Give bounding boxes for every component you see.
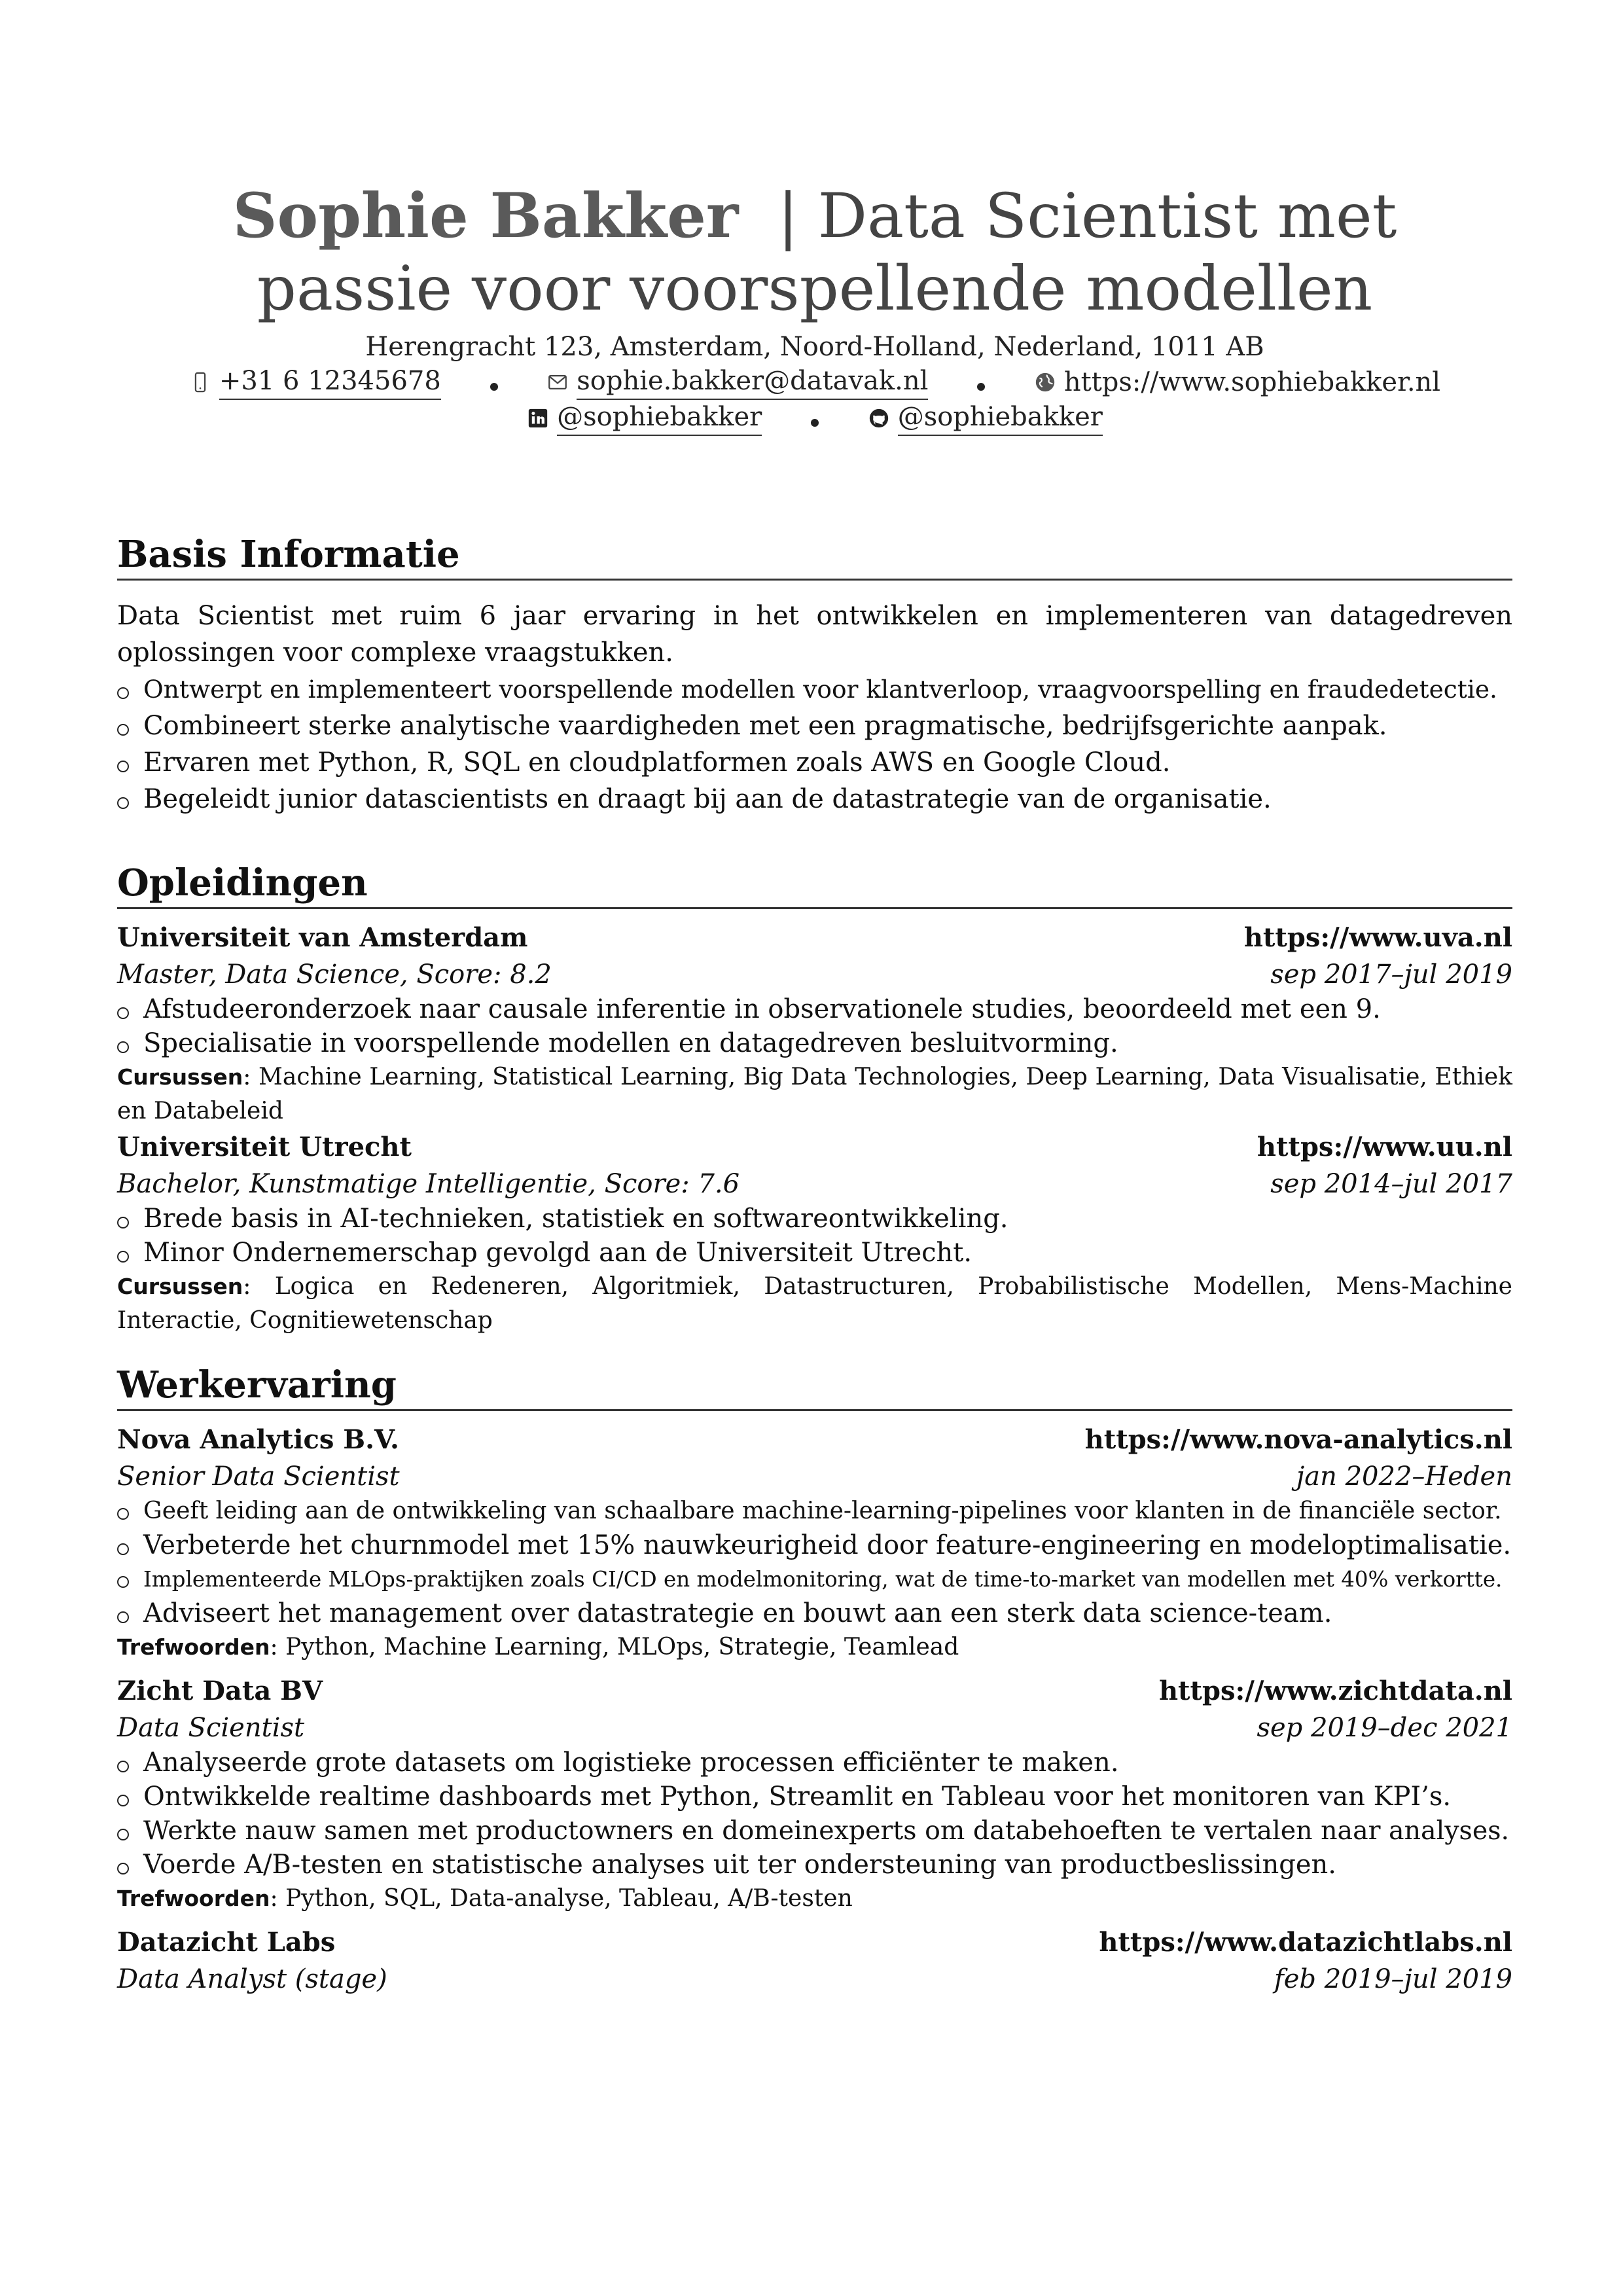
work-keywords: Trefwoorden: Python, Machine Learning, MLOps, Strategie, Teamlead (117, 1634, 959, 1660)
work-bullet: Ontwikkelde realtime dashboards met Python, Streamlit en Tableau voor het monitoren van KPI’s. (117, 1778, 1512, 1815)
bullet-circle-icon (117, 1007, 129, 1019)
linkedin-link[interactable]: @sophiebakker (557, 401, 762, 436)
bullet-circle-icon (117, 1576, 129, 1588)
summary-bullet: Combineert sterke analytische vaardigheden met een pragmatische, bedrijfsgerichte aanpak. (117, 708, 1512, 744)
work-bullet: Verbeterde het churnmodel met 15% nauwkeurigheid door feature-engineering en modeloptimalisatie. (117, 1527, 1512, 1564)
work-bullet: Werkte nauw samen met productowners en domeinexperts om databehoeften te vertalen naar analyses. (117, 1812, 1512, 1849)
degree: Master, Data Science, Score: 8.2 (117, 960, 552, 990)
education-bullet: Brede basis in AI-technieken, statistiek en softwareontwikkeling. (117, 1200, 1512, 1237)
work-bullet: Geeft leiding aan de ontwikkeling van schaalbare machine-learning-pipelines voor klanten in de financiële sector. (117, 1493, 1512, 1530)
job-role: Data Analyst (stage) (117, 1964, 387, 1994)
website-link[interactable]: https://www.sophiebakker.nl (1063, 367, 1441, 397)
bullet-circle-icon (117, 1041, 129, 1053)
education-bullet: Afstudeeronderzoek naar causale inferentie in observationele studies, beoordeeld met een 9. (117, 991, 1512, 1028)
bullet-circle-icon (117, 1217, 129, 1229)
bullet-circle-icon (117, 1795, 129, 1806)
resume-header-line1 (117, 180, 1512, 252)
school-url[interactable]: https://www.uva.nl (1243, 922, 1512, 953)
section-title-work: Werkervaring (117, 1363, 1512, 1411)
education-courses: Cursussen: Machine Learning, Statistical Learning, Big Data Technologies, Deep Learning, Data Visualisatie, Ethiek en Databeleid (117, 1064, 1512, 1124)
summary-intro: Data Scientist met ruim 6 jaar ervaring in het ontwikkelen en implementeren van datagedreven oplossingen voor complexe vraagstukken. (117, 601, 1512, 668)
education-dates: sep 2017–jul 2019 (1270, 960, 1512, 990)
headline-part2: passie voor voorspellende modellen (257, 253, 1373, 325)
bullet-circle-icon (117, 1611, 129, 1623)
separator-dot (811, 419, 819, 427)
school-name: Universiteit van Amsterdam (117, 922, 528, 953)
bullet-circle-icon (117, 724, 129, 736)
separator-dot (977, 383, 985, 391)
linkedin-icon (527, 407, 549, 429)
section-title-education: Opleidingen (117, 861, 1512, 909)
job-role: Data Scientist (117, 1713, 305, 1743)
education-courses: Cursussen: Logica en Redeneren, Algoritmiek, Datastructuren, Probabilistische Modellen, Mens-Machine Interactie, Cognitiewetenschap (117, 1273, 1512, 1334)
contact-line (117, 365, 1512, 401)
envelope-icon (546, 371, 569, 393)
bullet-circle-icon (117, 1251, 129, 1263)
education-bullet: Minor Ondernemerschap gevolgd aan de Universiteit Utrecht. (117, 1234, 1512, 1271)
person-name: Sophie Bakker (232, 180, 739, 252)
job-dates: feb 2019–jul 2019 (1274, 1964, 1512, 1994)
summary-bullet: Ervaren met Python, R, SQL en cloudplatformen zoals AWS en Google Cloud. (117, 744, 1512, 781)
summary-bullet: Begeleidt junior datascientists en draagt bij aan de datastrategie van de organisatie. (117, 781, 1512, 817)
school-url[interactable]: https://www.uu.nl (1257, 1132, 1512, 1162)
email-link[interactable]: sophie.bakker@datavak.nl (577, 365, 928, 400)
job-role: Senior Data Scientist (117, 1462, 400, 1492)
bullet-circle-icon (117, 761, 129, 772)
company-url[interactable]: https://www.zichtdata.nl (1158, 1676, 1512, 1706)
mobile-phone-icon (189, 371, 211, 393)
bullet-circle-icon (117, 797, 129, 809)
social-line (117, 401, 1512, 437)
section-title-summary: Basis Informatie (117, 533, 1512, 581)
education-dates: sep 2014–jul 2017 (1270, 1169, 1512, 1199)
company-url[interactable]: https://www.datazichtlabs.nl (1099, 1927, 1512, 1958)
address: Herengracht 123, Amsterdam, Noord-Holland, Nederland, 1011 AB (365, 332, 1264, 362)
github-link[interactable]: @sophiebakker (898, 401, 1103, 436)
summary-bullet: Ontwerpt en implementeert voorspellende modellen voor klantverloop, vraagvoorspelling en fraudedetectie. (117, 671, 1512, 708)
degree: Bachelor, Kunstmatige Intelligentie, Score: 7.6 (117, 1169, 740, 1199)
company-name: Zicht Data BV (117, 1676, 323, 1706)
company-name: Nova Analytics B.V. (117, 1424, 399, 1455)
separator-dot (490, 383, 498, 391)
bullet-circle-icon (117, 1543, 129, 1555)
bullet-circle-icon (117, 1761, 129, 1772)
work-bullet: Voerde A/B-testen en statistische analyses uit ter ondersteuning van productbeslissingen. (117, 1846, 1512, 1883)
job-dates: jan 2022–Heden (1296, 1462, 1512, 1492)
bullet-circle-icon (117, 1863, 129, 1874)
company-url[interactable]: https://www.nova-analytics.nl (1084, 1424, 1512, 1455)
work-bullet: Analyseerde grote datasets om logistieke processen efficiënter te maken. (117, 1744, 1512, 1781)
phone-link[interactable]: +31 6 12345678 (219, 365, 441, 400)
education-bullet: Specialisatie in voorspellende modellen en datagedreven besluitvorming. (117, 1025, 1512, 1062)
bullet-circle-icon (117, 1829, 129, 1840)
globe-icon (1034, 371, 1056, 393)
company-name: Datazicht Labs (117, 1927, 336, 1958)
school-name: Universiteit Utrecht (117, 1132, 412, 1162)
work-bullet: Implementeerde MLOps-praktijken zoals CI/CD en modelmonitoring, wat de time-to-market van modellen met 40% verkortte. (117, 1561, 1512, 1598)
github-icon (868, 407, 890, 429)
work-keywords: Trefwoorden: Python, SQL, Data-analyse, Tableau, A/B-testen (117, 1885, 853, 1912)
work-bullet: Adviseert het management over datastrategie en bouwt aan een sterk data science-team. (117, 1595, 1512, 1632)
job-dates: sep 2019–dec 2021 (1257, 1713, 1512, 1743)
bullet-circle-icon (117, 1508, 129, 1520)
bullet-circle-icon (117, 687, 129, 699)
headline-part1: | Data Scientist met (777, 181, 1397, 252)
